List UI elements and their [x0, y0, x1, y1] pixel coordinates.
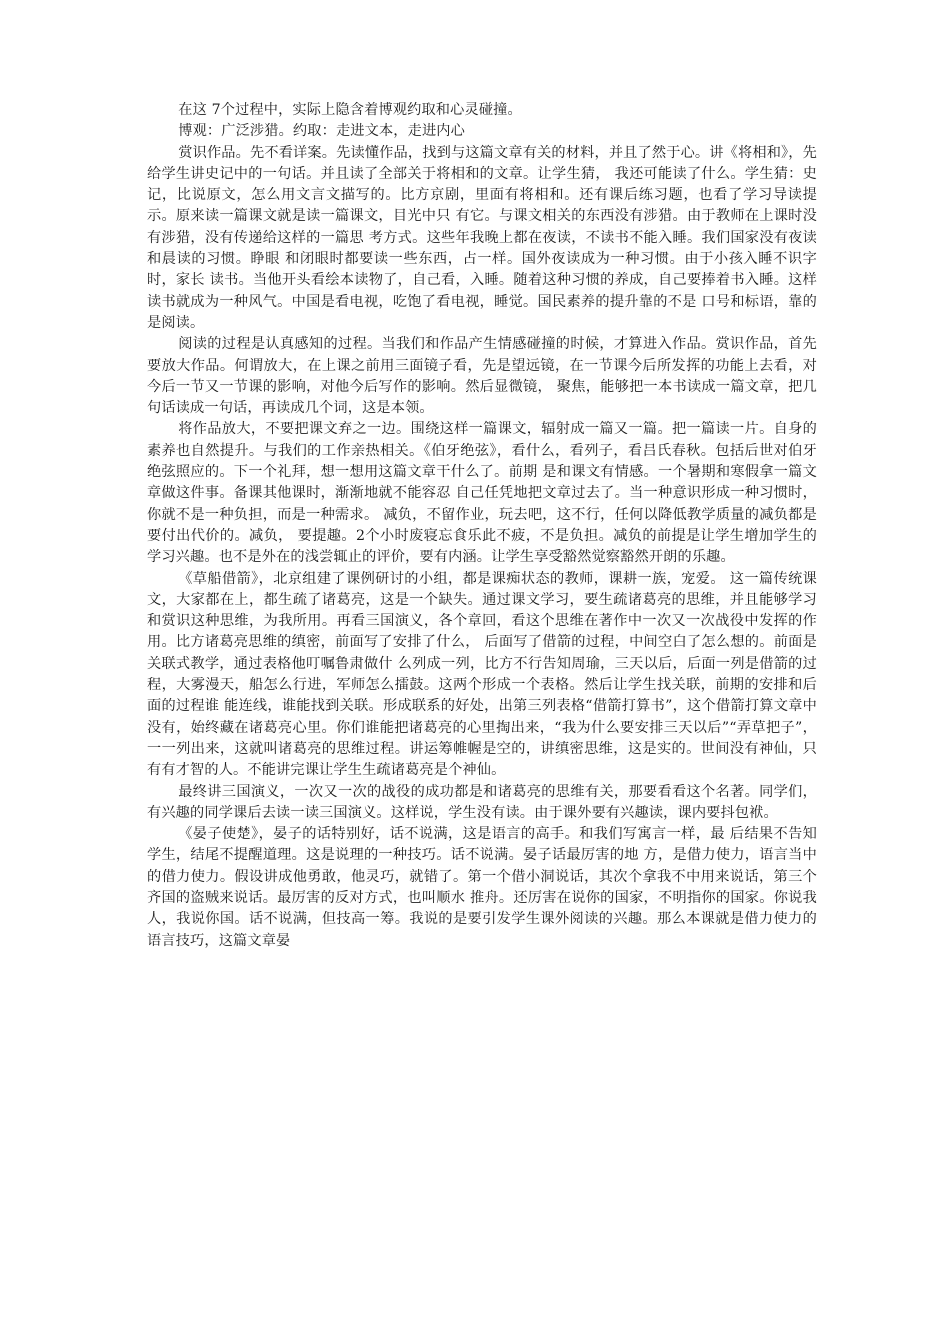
- paragraph-4: 阅读的过程是认真感知的过程。当我们和作品产生情感碰撞的时候，才算进入作品。赏识作品，首先要放大作品。何谓放大，在上课之前用三面镜子看，先是望远镜，在一节课今后所发挥的功能上去看，对今后一节又一节课的影响，对他今后写作的影响。然后显微镜， 聚焦，能够把一本书读成一篇文章，把几句话读成一句话，再读成几个词，这是本领。: [147, 336, 817, 417]
- paragraph-7: 最终讲三国演义，一次又一次的战役的成功都是和诸葛亮的思维有关，那要看看这个名著。同学们，有兴趣的同学课后去读一读三国演义。这样说，学生没有读。由于课外要有兴趣读，课内要抖包袱。: [147, 783, 817, 821]
- paragraph-2: 博观：广泛涉猎。约取：走进文本，走进内心: [178, 123, 465, 140]
- paragraph-5: 将作品放大，不要把课文弃之一边。围绕这样一篇课文，辐射成一篇又一篇。把一篇读一片。自身的素养也自然提升。与我们的工作亲热相关。《伯牙绝弦》，看什么，看列子，看吕氏春秋。包括后世对伯牙绝弦照应的。下一个礼拜，想一想用这篇文章干什么了。前期 是和课文有情感。一个暑期和寒假拿一篇文章做这件事。备课其他课时，渐渐地就不能容忍 自己任凭地把文章过去了。当一种意识形成一种习惯时，你就不是一种负担，而是一种需求。 减负，不留作业，玩去吧，这不行，任何以降低教学质量的减负都是要付出代价的。减负， 要提趣。2个小时废寝忘食乐此不疲，不是负担。减负的前提是让学生增加学生的学习兴趣。也不是外在的浅尝辄止的评价，要有内涵。让学生享受豁然觉察豁然开朗的乐趣。: [147, 421, 817, 566]
- paragraph-1: 在这 7个过程中，实际上隐含着博观约取和心灵碰撞。: [178, 102, 522, 118]
- paragraph-3: 赏识作品。先不看详案。先读懂作品，找到与这篇文章有关的材料，并且了然于心。讲《将相和》，先给学生讲史记中的一句话。并且读了全部关于将相和的文章。让学生猜， 我还可能读了什么。学生猜：史记，比说原文，怎么用文言文描写的。比方京剧，里面有将相和。还有课后练习题，也看了学习导读提示。原来读一篇课文就是读一篇课文，目光中只 有它。与课文相关的东西没有涉猎。由于教师在上课时没有涉猎，没有传递给这样的一篇思 考方式。这些年我晚上都在夜读，不读书不能入睡。我们国家没有夜读和晨读的习惯。睁眼 和闭眼时都要读一些东西，占一样。国外夜读成为一种习惯。由于小孩入睡不识字时，家长 读书。当他开头看绘本读物了，自己看，入睡。随着这种习惯的养成，自己要捧着书入睡。这样读书就成为一种风气。中国是看电视，吃饱了看电视，睡觉。国民素养的提升靠的不是 口号和标语，靠的是阅读。: [147, 144, 817, 331]
- paragraph-6: 《草船借箭》，北京组建了课例研讨的小组，都是课痴状态的教师，课耕一族，宠爱。 这一篇传统课文，大家都在上，都生疏了诸葛亮，这是一个缺失。通过课文学习，要生疏诸葛亮的思维，并且能够学习和赏识这种思维，为我所用。再看三国演义，各个章回，看这个思维在著作中一次又一次战役中发挥的作用。比方诸葛亮思维的缜密，前面写了安排了什么， 后面写了借箭的过程，中间空白了怎么想的。前面是关联式教学，通过表格他叮嘱鲁肃做什 么列成一列，比方不行告知周瑜，三天以后，后面一列是借箭的过程，大雾漫天，船怎么行进，军师怎么擂鼓。这两个形成一个表格。然后让学生找关联，前期的安排和后面的过程谁 能连线，谁能找到关联。形成联系的好处，出第三列表格“借箭打算书”，这个借箭打算文章中没有，始终藏在诸葛亮心里。你们谁能把诸葛亮的心里掏出来，“我为什么要安排三天以后”“弄草把子”，一一列出来，这就叫诸葛亮的思维过程。讲运筹帷幄是空的，讲缜密思维，这是实的。世间没有神仙，只有有才智的人。不能讲完课让学生生疏诸葛亮是个神仙。: [147, 570, 817, 779]
- document-body: [147, 100, 817, 952]
- paragraph-8: 《晏子使楚》，晏子的话特别好，话不说满，这是语言的高手。和我们写寓言一样，最 后结果不告知学生，结尾不提醒道理。这是说理的一种技巧。话不说满。晏子话最厉害的地 方，是借力使力，语言当中的借力使力。假设讲成他勇敢，他灵巧，就错了。第一个借小洞说话，其次个拿我不中用来说话，第三个齐国的盗贼来说话。最厉害的反对方式，也叫顺水 推舟。还厉害在说你的国家，不明指你的国家。你说我人，我说你国。话不说满，但技高一筹。我说的是要引发学生课外阅读的兴趣。那么本课就是借力使力的语言技巧，这篇文章晏: [147, 826, 817, 949]
